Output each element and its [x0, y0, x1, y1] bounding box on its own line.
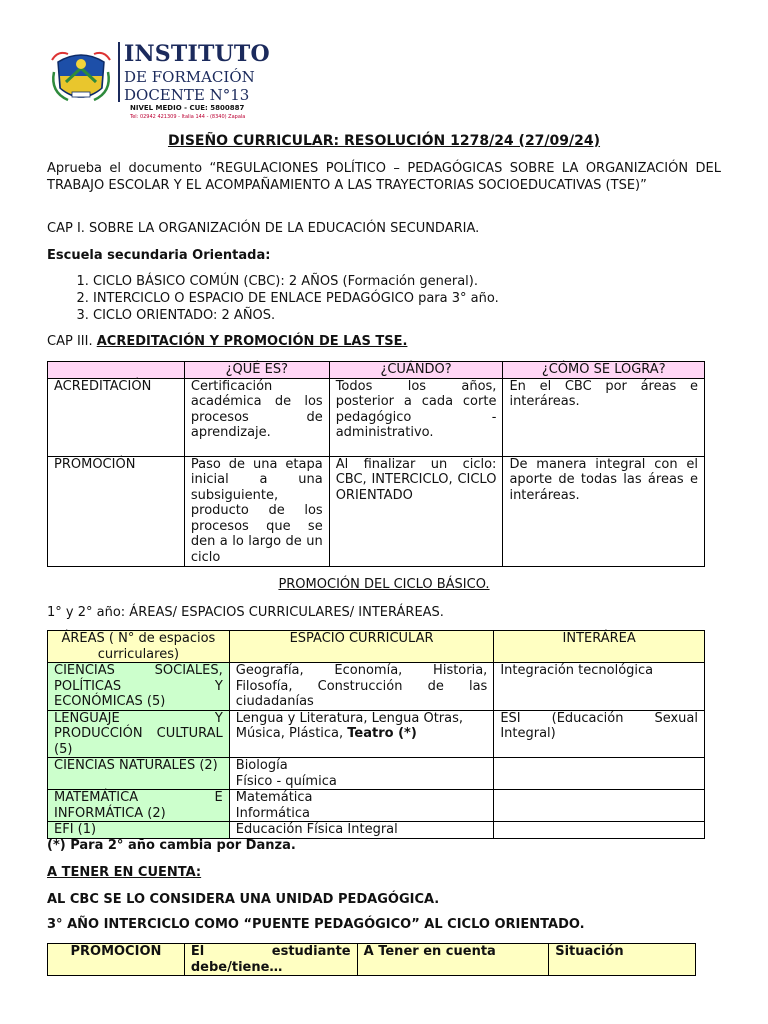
escuela-heading: Escuela secundaria Orientada: [47, 248, 271, 263]
logo-contact-text: Tel: 02942 421309 - Italia 144 - (8340) Zapala [130, 114, 246, 120]
areas-table [47, 630, 705, 839]
interarea-cell [494, 758, 705, 790]
interarea-cell: Integración tecnológica [494, 663, 705, 711]
table-row [48, 790, 705, 822]
table-header-row [48, 362, 705, 379]
table-header-row [48, 944, 696, 976]
table-header-cell: ¿QUÉ ES? [184, 362, 329, 379]
logo-line-docente: DOCENTE N°13 [124, 86, 250, 104]
table-cell: En el CBC por áreas e interáreas. [503, 378, 705, 456]
area-cell: CIENCIAS NATURALES (2) [48, 758, 230, 790]
table-row [48, 663, 705, 711]
espacio-text: Lengua y Literatura, Lengua Otras, Música, Plástica, [235, 710, 464, 741]
logo-divider [118, 42, 120, 102]
logo-wordmark [124, 40, 270, 104]
logo-line-instituto: INSTITUTO [124, 41, 270, 67]
table-cell: Paso de una etapa inicial a una subsiguiente, producto de los procesos que se den a lo largo de un ciclo [184, 456, 329, 566]
area-cell: EFI (1) [48, 822, 230, 839]
anos-line: 1° y 2° año: ÁREAS/ ESPACIOS CURRICULARES/ INTERÁREAS. [47, 605, 444, 620]
espacio-cell: Geografía, Economía, Historia, Filosofía, Construcción de las ciudadanías [229, 663, 494, 711]
tener-en-cuenta-heading: A TENER EN CUENTA: [47, 865, 202, 880]
table-header-cell: El estudiante debe/tiene… [184, 944, 357, 976]
espacio-bold-text: Teatro (*) [347, 726, 417, 741]
espacio-cell [229, 710, 494, 758]
table-cell: De manera integral con el aporte de todas las áreas e interáreas. [503, 456, 705, 566]
table-cell: Al finalizar un ciclo: CBC, INTERCICLO, CICLO ORIENTADO [329, 456, 503, 566]
espacio-cell [229, 790, 494, 822]
logo-line-formacion: DE FORMACIÓN [124, 68, 255, 86]
ciclo-item-cbc: 1. CICLO BÁSICO COMÚN (CBC): 2 AÑOS (Formación general). [93, 273, 499, 290]
espacio-line: Informática [235, 805, 310, 821]
interarea-cell [494, 790, 705, 822]
table-cell: Certificación académica de los procesos de aprendizaje. [184, 378, 329, 456]
ciclo-item-interciclo: 2. INTERCICLO O ESPACIO DE ENLACE PEDAGÓGICO para 3° año. [93, 290, 499, 307]
area-cell: MATEMÁTICA E INFORMÁTICA (2) [48, 790, 230, 822]
table-header-cell: A Tener en cuenta [357, 944, 549, 976]
espacio-cell [229, 758, 494, 790]
area-cell: CIENCIAS SOCIALES, POLÍTICAS Y ECONÓMICAS (5) [48, 663, 230, 711]
espacio-line: Matemática [235, 790, 313, 805]
table-header-cell: Situación [549, 944, 696, 976]
table-cell: PROMOCIÓN [48, 456, 185, 566]
area-cell: LENGUAJE Y PRODUCCIÓN CULTURAL (5) [48, 710, 230, 758]
table-header-cell: ¿CUÁNDO? [329, 362, 503, 379]
cbc-unidad-line: AL CBC SE LO CONSIDERA UNA UNIDAD PEDAGÓGICA. [47, 892, 440, 907]
footnote: (*) Para 2° año cambia por Danza. [47, 838, 296, 853]
cap3-prefix: CAP III. [47, 334, 97, 349]
cap1-heading: CAP I. SOBRE LA ORGANIZACIÓN DE LA EDUCACIÓN SECUNDARIA. [47, 221, 480, 236]
acreditacion-promocion-table [47, 361, 705, 567]
table-header-cell: ÁREAS ( N° de espacios curriculares) [48, 631, 230, 663]
interarea-cell: ESI (Educación Sexual Integral) [494, 710, 705, 758]
table-row [48, 378, 705, 456]
cap3-heading [47, 333, 721, 350]
table-header-cell: INTERÁREA [494, 631, 705, 663]
espacio-line: Físico - química [235, 773, 337, 789]
table-header-row [48, 631, 705, 663]
promocion-ciclo-basico-title: PROMOCIÓN DEL CICLO BÁSICO. [278, 577, 490, 592]
ciclos-list [47, 273, 499, 324]
cap3-title: ACREDITACIÓN Y PROMOCIÓN DE LAS TSE. [96, 334, 408, 349]
table-row [48, 758, 705, 790]
table-row [48, 710, 705, 758]
table-header-cell: ¿CÓMO SE LOGRA? [503, 362, 705, 379]
table-cell: ACREDITACIÓN [48, 378, 185, 456]
espacio-cell: Educación Física Integral [229, 822, 494, 839]
intro-paragraph: Aprueba el documento “REGULACIONES POLÍTICO – PEDAGÓGICAS SOBRE LA ORGANIZACIÓN DEL TRABAJO ESCOLAR Y EL ACOMPAÑAMIENTO A LAS TRAYECTORIAS SOCIOEDUCATIVAS (TSE)” [47, 161, 721, 193]
interarea-cell [494, 822, 705, 839]
document-title: DISEÑO CURRICULAR: RESOLUCIÓN 1278/24 (27/09/24) [167, 133, 601, 149]
promocion-situacion-table [47, 943, 696, 976]
espacio-line: Biología [235, 758, 288, 773]
table-cell: Todos los años, posterior a cada corte pedagógico - administrativo. [329, 378, 503, 456]
table-header-cell: PROMOCION [48, 944, 185, 976]
institution-logo [48, 40, 268, 124]
table-row [48, 456, 705, 566]
tercero-interciclo-line: 3° AÑO INTERCICLO COMO “PUENTE PEDAGÓGICO” AL CICLO ORIENTADO. [47, 917, 585, 932]
table-row [48, 822, 705, 839]
table-header-cell: ESPACIO CURRICULAR [229, 631, 494, 663]
ciclo-item-orientado: 3. CICLO ORIENTADO: 2 AÑOS. [93, 307, 499, 324]
table-header-cell [48, 362, 185, 379]
logo-nivel-text: NIVEL MEDIO - CUE: 5800887 [130, 104, 245, 112]
shield-emblem-icon [48, 42, 114, 108]
